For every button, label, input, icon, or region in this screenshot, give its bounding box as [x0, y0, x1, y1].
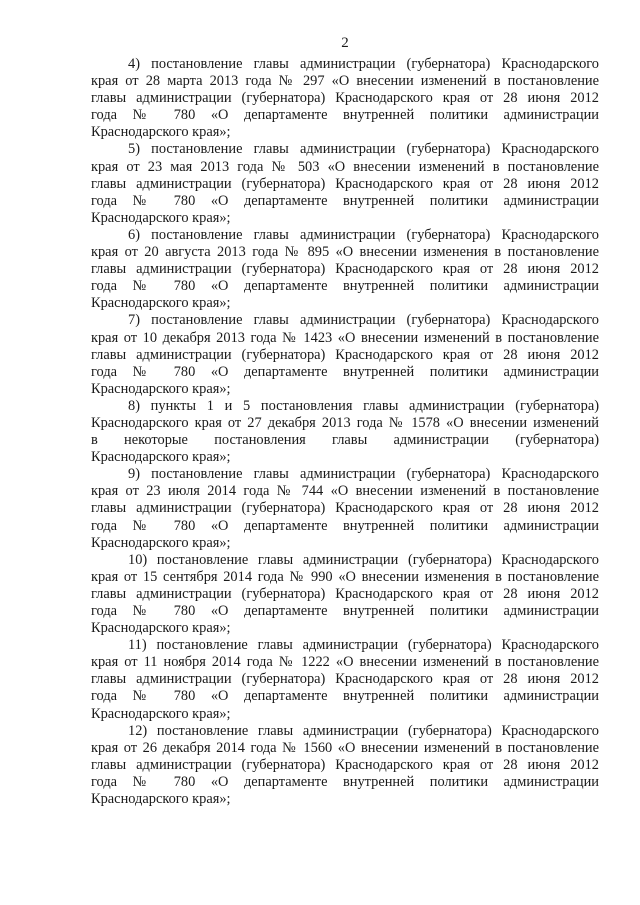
list-item — [91, 227, 599, 312]
text-line: 9) постановление главы администрации (губернатора) Краснодарского — [128, 466, 599, 483]
text-line: 8) пункты 1 и 5 постановления главы администрации (губернатора) — [128, 397, 599, 414]
list-item — [91, 398, 599, 466]
list-item — [91, 466, 599, 551]
document-body — [91, 56, 599, 808]
text-line: главы администрации (губернатора) Краснодарского края от 28 июня 2012 — [91, 585, 599, 602]
text-line: края от 15 сентября 2014 года № 990 «О внесении изменения в постановление — [91, 568, 599, 585]
text-line: края от 23 июля 2014 года № 744 «О внесении изменений в постановление — [91, 483, 599, 500]
text-line: края от 26 декабря 2014 года № 1560 «О внесении изменений в постановление — [91, 739, 599, 756]
list-item — [91, 141, 599, 226]
text-line: года № 780 «О департаменте внутренней политики администрации — [91, 517, 599, 534]
text-line: главы администрации (губернатора) Краснодарского края от 28 июня 2012 — [91, 756, 599, 773]
text-line: края от 28 марта 2013 года № 297 «О внесении изменений в постановление — [91, 73, 599, 90]
text-line: года № 780 «О департаменте внутренней политики администрации — [91, 773, 599, 790]
text-line: Краснодарского края»; — [91, 791, 231, 808]
text-line: года № 780 «О департаменте внутренней политики администрации — [91, 363, 599, 380]
text-line: Краснодарского края»; — [91, 124, 231, 141]
text-line: 10) постановление главы администрации (губернатора) Краснодарского — [128, 551, 599, 568]
text-line: главы администрации (губернатора) Краснодарского края от 28 июня 2012 — [91, 175, 599, 192]
text-line: главы администрации (губернатора) Краснодарского края от 28 июня 2012 — [91, 261, 599, 278]
text-line: года № 780 «О департаменте внутренней политики администрации — [91, 192, 599, 209]
text-line: края от 11 ноября 2014 года № 1222 «О внесении изменений в постановление — [91, 654, 599, 671]
text-line: в некоторые постановления главы администрации (губернатора) — [91, 432, 599, 449]
text-line: 12) постановление главы администрации (губернатора) Краснодарского — [128, 722, 599, 739]
text-line: Краснодарского края»; — [91, 295, 231, 312]
text-line: года № 780 «О департаменте внутренней политики администрации — [91, 107, 599, 124]
text-line: Краснодарского края»; — [91, 449, 231, 466]
list-item — [91, 312, 599, 397]
list-item — [91, 637, 599, 722]
text-line: 11) постановление главы администрации (губернатора) Краснодарского — [128, 637, 599, 654]
text-line: Краснодарского края»; — [91, 705, 231, 722]
text-line: 6) постановление главы администрации (губернатора) Краснодарского — [128, 226, 599, 243]
text-line: года № 780 «О департаменте внутренней политики администрации — [91, 688, 599, 705]
text-line: Краснодарского края»; — [91, 380, 231, 397]
text-line: Краснодарского края»; — [91, 620, 231, 637]
text-line: 5) постановление главы администрации (губернатора) Краснодарского — [128, 141, 599, 158]
text-line: Краснодарского края»; — [91, 209, 231, 226]
text-line: главы администрации (губернатора) Краснодарского края от 28 июня 2012 — [91, 90, 599, 107]
text-line: Краснодарского края от 27 декабря 2013 года № 1578 «О внесении изменений — [91, 414, 599, 431]
text-line: года № 780 «О департаменте внутренней политики администрации — [91, 278, 599, 295]
text-line: края от 23 мая 2013 года № 503 «О внесении изменений в постановление — [91, 158, 599, 175]
text-line: края от 20 августа 2013 года № 895 «О внесении изменения в постановление — [91, 244, 599, 261]
list-item — [91, 552, 599, 637]
text-line: 7) постановление главы администрации (губернатора) Краснодарского — [128, 312, 599, 329]
page-number: 2 — [341, 35, 349, 51]
text-line: главы администрации (губернатора) Краснодарского края от 28 июня 2012 — [91, 500, 599, 517]
text-line: главы администрации (губернатора) Краснодарского края от 28 июня 2012 — [91, 671, 599, 688]
list-item — [91, 56, 599, 141]
text-line: края от 10 декабря 2013 года № 1423 «О внесении изменений в постановление — [91, 329, 599, 346]
list-item — [91, 723, 599, 808]
text-line: 4) постановление главы администрации (губернатора) Краснодарского — [128, 56, 599, 72]
text-line: главы администрации (губернатора) Краснодарского края от 28 июня 2012 — [91, 346, 599, 363]
text-line: года № 780 «О департаменте внутренней политики администрации — [91, 603, 599, 619]
text-line: Краснодарского края»; — [91, 534, 231, 551]
